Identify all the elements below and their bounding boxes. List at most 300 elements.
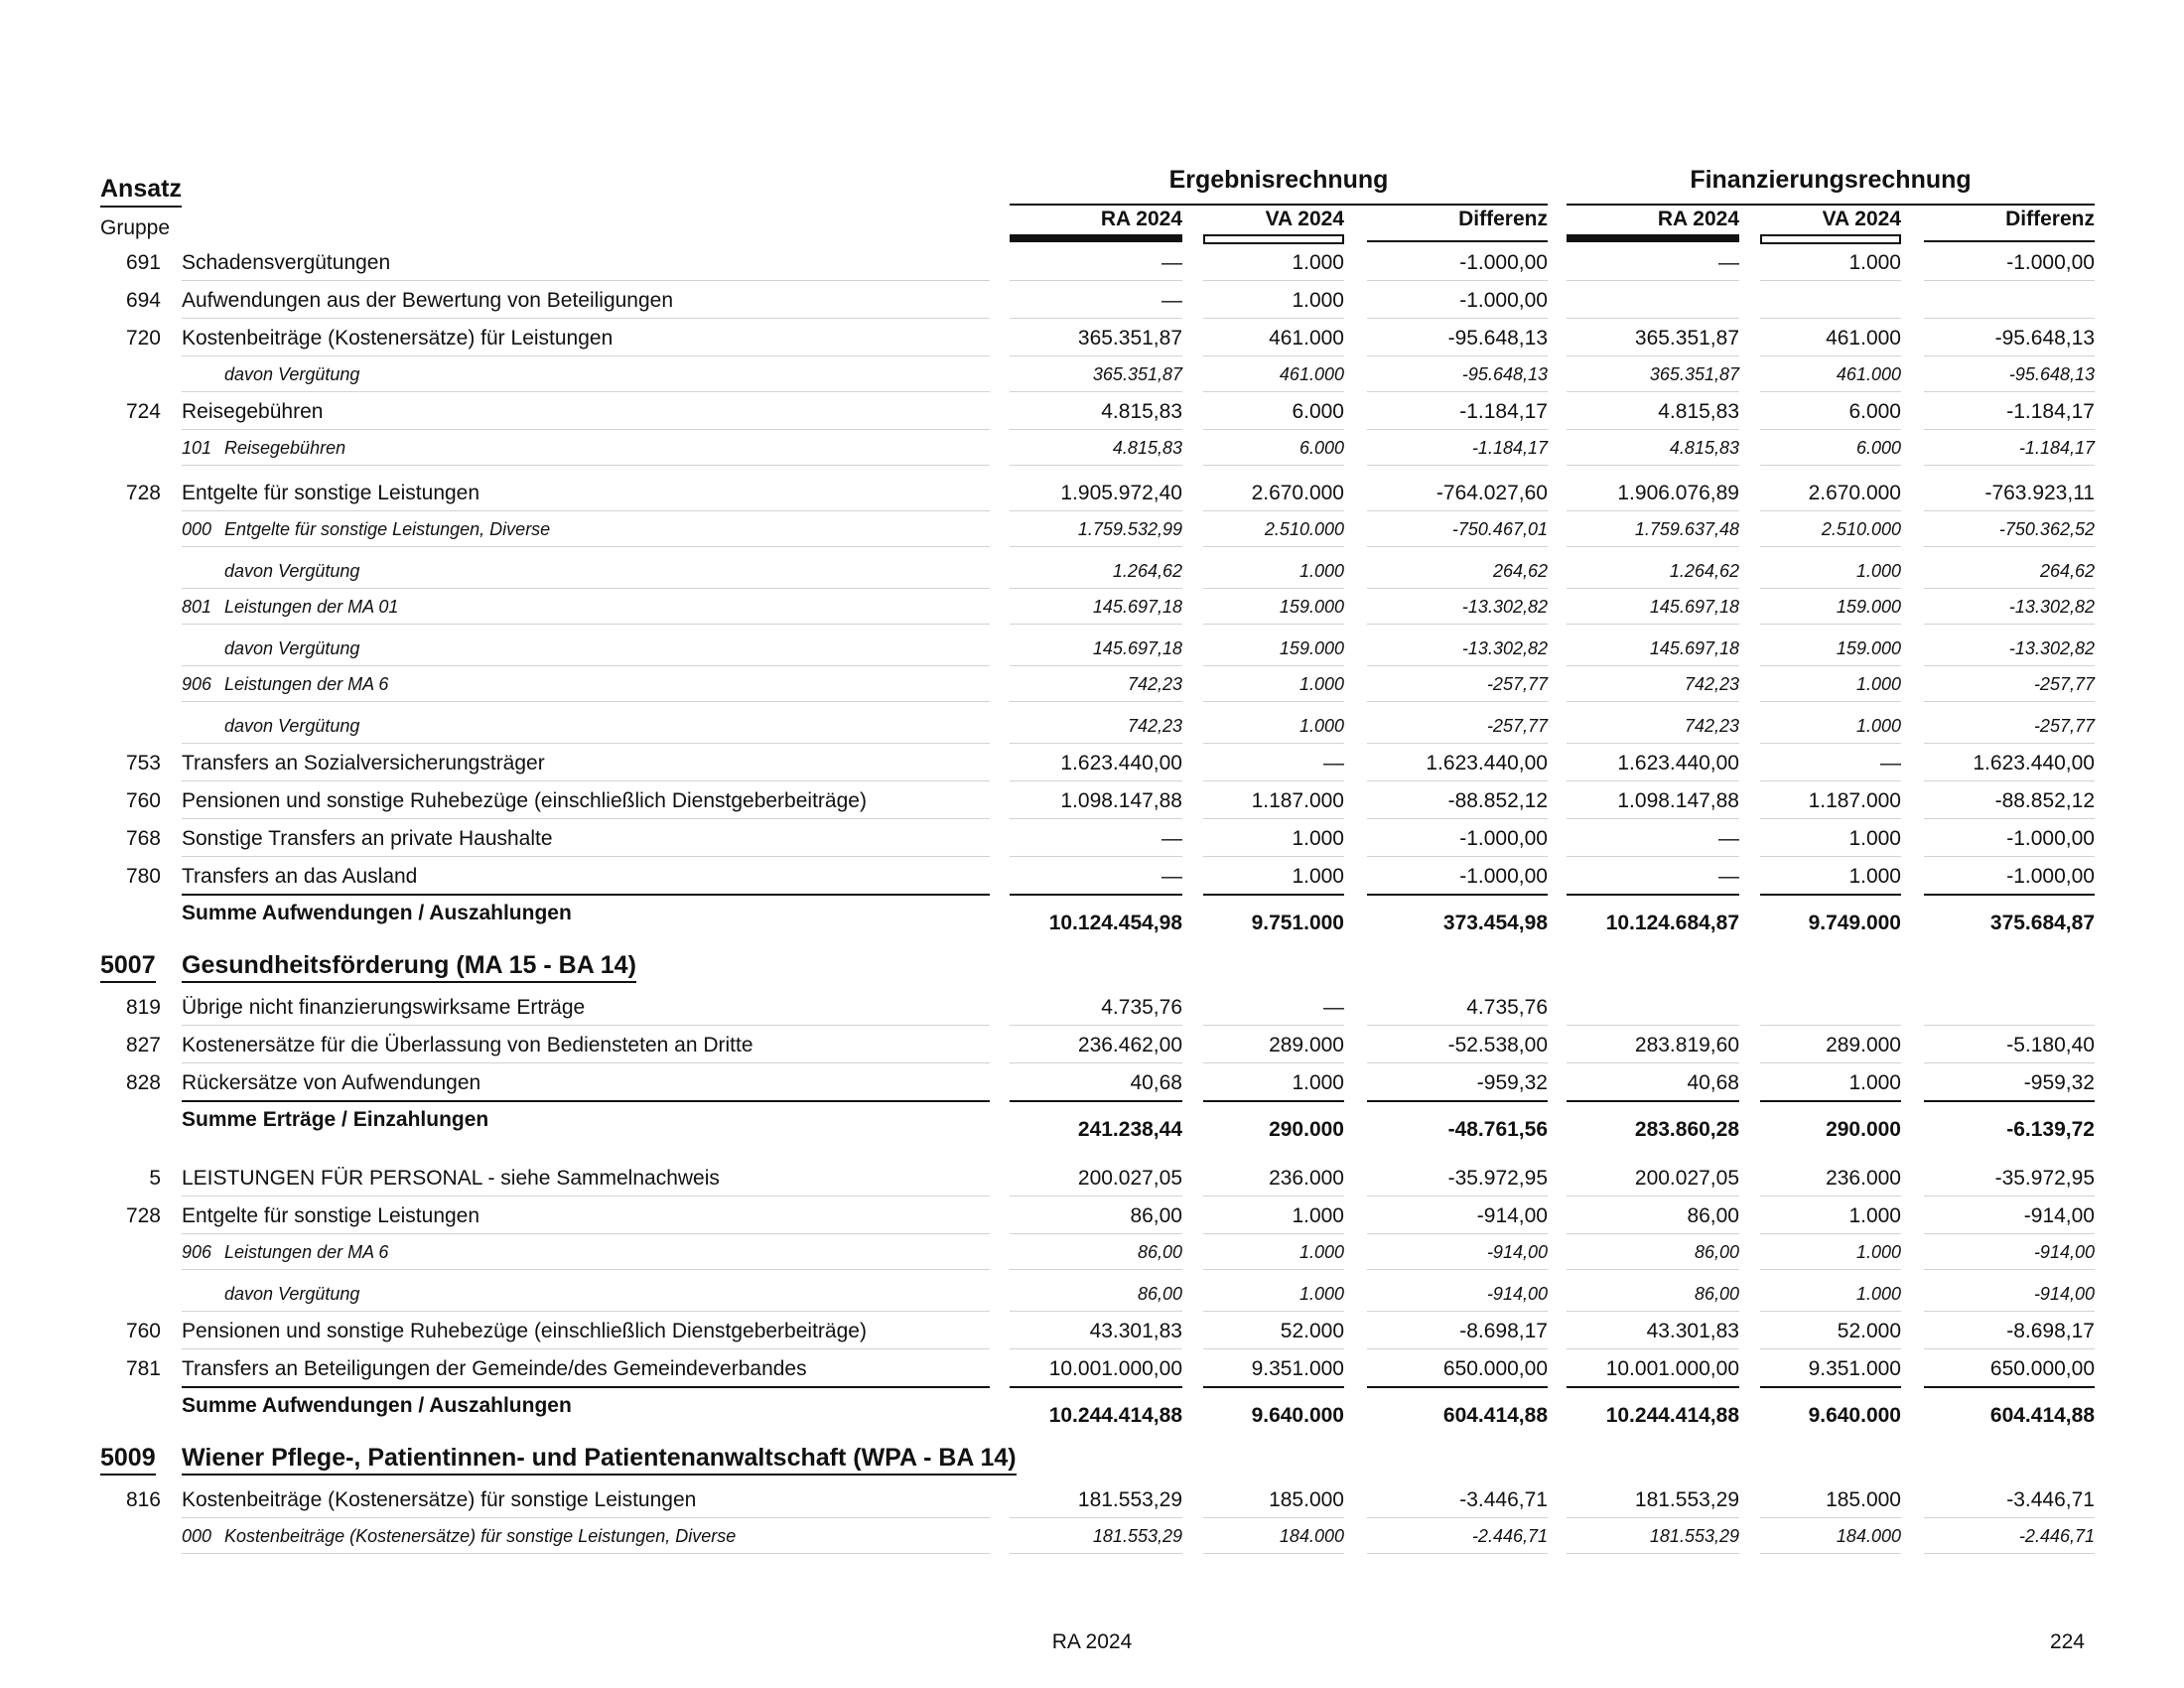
sub-code: 000 <box>182 1526 212 1546</box>
row-divider <box>1760 391 1901 392</box>
cell-er-ra: 236.462,00 <box>1077 1034 1182 1056</box>
footer-label: RA 2024 <box>1051 1630 1133 1653</box>
group-number: 781 <box>125 1357 161 1380</box>
cell-er-diff: -13.302,82 <box>1461 638 1548 658</box>
table-row <box>0 246 2184 284</box>
row-divider <box>1760 465 1901 466</box>
cell-fr-va: 1.000 <box>1855 716 1901 736</box>
cell-fr-ra: 742,23 <box>1684 674 1739 694</box>
row-divider <box>1367 1311 1548 1312</box>
row-divider <box>1010 355 1182 356</box>
row-divider <box>1567 818 1739 819</box>
cell-er-diff: -1.000,00 <box>1459 251 1548 274</box>
group-number: 728 <box>125 1204 161 1227</box>
col-header-fr-diff: Differenz <box>2005 208 2095 230</box>
row-label: Rückersätze von Aufwendungen <box>182 1071 481 1094</box>
row-divider <box>1367 1233 1548 1234</box>
cell-fr-va: 1.000 <box>1848 251 1901 274</box>
group-number: 724 <box>125 400 161 423</box>
cell-er-diff: -1.000,00 <box>1459 289 1548 312</box>
row-divider <box>1367 1025 1548 1026</box>
ergebnisrechnung-rule <box>1010 204 1548 206</box>
group-number: 753 <box>125 752 161 774</box>
cell-fr-va: 9.351.000 <box>1808 1357 1901 1380</box>
cell-fr-ra: 283.819,60 <box>1634 1034 1739 1056</box>
row-divider <box>1567 588 1739 589</box>
cell-er-ra: 10.124.454,98 <box>1048 912 1182 934</box>
cell-er-ra: 86,00 <box>1137 1242 1182 1262</box>
row-label: Kostenbeiträge (Kostenersätze) für Leistungen <box>182 327 614 350</box>
row-divider <box>182 818 990 819</box>
group-number: 816 <box>125 1488 161 1511</box>
cell-fr-diff: 375.684,87 <box>1989 912 2095 934</box>
row-divider <box>1760 1348 1901 1349</box>
row-divider <box>1760 510 1901 511</box>
row-divider <box>1203 1553 1344 1554</box>
row-divider <box>1924 701 2095 702</box>
cell-fr-va: 1.000 <box>1848 1071 1901 1094</box>
row-divider <box>1367 355 1548 356</box>
cell-fr-va: 461.000 <box>1836 364 1901 384</box>
table-row <box>0 359 2184 395</box>
cell-fr-va: 9.640.000 <box>1808 1404 1901 1427</box>
row-label: Kostenersätze für die Überlassung von Bediensteten an Dritte <box>182 1034 753 1056</box>
row-divider <box>1203 1062 1344 1063</box>
cell-er-va: 1.000 <box>1292 289 1344 312</box>
sub-code: 906 <box>182 1242 212 1262</box>
row-divider <box>1010 546 1182 547</box>
cell-fr-ra: 181.553,29 <box>1634 1488 1739 1511</box>
cell-fr-va: 1.187.000 <box>1808 789 1901 812</box>
table-row <box>0 514 2184 550</box>
row-divider <box>1760 1517 1901 1518</box>
row-divider <box>1924 780 2095 781</box>
row-divider <box>1010 1233 1182 1234</box>
cell-fr-ra: 283.860,28 <box>1634 1118 1739 1141</box>
cell-er-ra: — <box>1161 827 1182 850</box>
table-row <box>0 711 2184 747</box>
row-divider <box>1760 1269 1901 1270</box>
cell-fr-diff: -1.000,00 <box>2006 251 2095 274</box>
cell-fr-va: — <box>1880 752 1901 774</box>
row-divider <box>1924 355 2095 356</box>
subtotal-rule <box>1924 894 2095 896</box>
row-divider <box>1760 780 1901 781</box>
row-divider <box>1924 588 2095 589</box>
group-number: 720 <box>125 327 161 350</box>
row-divider <box>1010 1311 1182 1312</box>
cell-er-ra: 86,00 <box>1137 1284 1182 1304</box>
subtotal-rule <box>1760 894 1901 896</box>
row-label: Entgelte für sonstige Leistungen <box>182 1204 480 1227</box>
row-label: Aufwendungen aus der Bewertung von Beteiligungen <box>182 289 674 312</box>
cell-er-va: 1.000 <box>1298 716 1344 736</box>
row-divider <box>182 1269 990 1270</box>
cell-er-va: — <box>1323 752 1344 774</box>
cell-er-diff: -95.648,13 <box>1461 364 1548 384</box>
cell-fr-diff: -95.648,13 <box>2008 364 2095 384</box>
table-row <box>0 1352 2184 1390</box>
table-row <box>0 395 2184 433</box>
cell-er-va: 1.000 <box>1298 1242 1344 1262</box>
row-divider <box>1203 546 1344 547</box>
cell-er-va: — <box>1323 996 1344 1019</box>
row-divider <box>1010 818 1182 819</box>
va-column-marker <box>1760 234 1901 244</box>
cell-er-diff: -1.184,17 <box>1471 438 1548 458</box>
cell-er-ra: 145.697,18 <box>1092 638 1182 658</box>
cell-er-va: 9.640.000 <box>1251 1404 1344 1427</box>
row-divider <box>1203 818 1344 819</box>
cell-fr-diff: -914,00 <box>2033 1242 2095 1262</box>
cell-fr-ra: 10.124.684,87 <box>1605 912 1739 934</box>
row-divider <box>182 1517 990 1518</box>
row-divider <box>1203 510 1344 511</box>
subtotal-rule <box>182 894 990 896</box>
cell-er-va: 1.000 <box>1298 561 1344 581</box>
row-divider <box>1567 355 1739 356</box>
row-divider <box>1367 856 1548 857</box>
finanzierungsrechnung-heading: Finanzierungsrechnung <box>1690 166 1972 194</box>
table-row <box>0 860 2184 898</box>
section-heading <box>0 1442 2184 1481</box>
row-divider <box>1567 465 1739 466</box>
row-divider <box>1760 701 1901 702</box>
cell-er-va: 289.000 <box>1269 1034 1344 1056</box>
row-divider <box>1760 318 1901 319</box>
group-number: 780 <box>125 865 161 888</box>
cell-er-ra: 145.697,18 <box>1092 597 1182 617</box>
row-divider <box>1924 1348 2095 1349</box>
subtotal-rule <box>1203 1386 1344 1388</box>
row-label: Leistungen der MA 6 <box>224 1242 389 1262</box>
row-divider <box>1567 1348 1739 1349</box>
row-divider <box>1203 1348 1344 1349</box>
row-divider <box>182 355 990 356</box>
row-divider <box>1010 624 1182 625</box>
row-divider <box>1367 1517 1548 1518</box>
row-divider <box>182 429 990 430</box>
subtotal-rule <box>1010 1386 1182 1388</box>
row-divider <box>1010 665 1182 666</box>
row-divider <box>1760 1062 1901 1063</box>
row-divider <box>1760 818 1901 819</box>
group-number: 728 <box>125 482 161 504</box>
row-divider <box>1567 780 1739 781</box>
row-divider <box>1567 318 1739 319</box>
cell-er-ra: — <box>1161 865 1182 888</box>
row-divider <box>1010 318 1182 319</box>
cell-fr-va: 290.000 <box>1826 1118 1901 1141</box>
row-divider <box>1760 429 1901 430</box>
table-row <box>0 477 2184 514</box>
row-divider <box>182 856 990 857</box>
row-divider <box>1203 743 1344 744</box>
row-divider <box>1203 1025 1344 1026</box>
cell-er-va: 1.000 <box>1292 865 1344 888</box>
row-divider <box>1760 588 1901 589</box>
group-number: 827 <box>125 1034 161 1056</box>
cell-er-va: 6.000 <box>1292 400 1344 423</box>
cell-er-va: 159.000 <box>1279 597 1344 617</box>
table-row <box>0 1483 2184 1521</box>
cell-fr-ra: 200.027,05 <box>1634 1167 1739 1190</box>
cell-fr-ra: 365.351,87 <box>1634 327 1739 350</box>
cell-er-ra: 4.815,83 <box>1112 438 1182 458</box>
row-divider <box>1924 1517 2095 1518</box>
row-divider <box>1760 1311 1901 1312</box>
cell-fr-ra: 43.301,83 <box>1646 1320 1739 1342</box>
sub-code: 906 <box>182 674 212 694</box>
cell-fr-diff: -2.446,71 <box>2018 1526 2095 1546</box>
cell-fr-diff: -257,77 <box>2033 674 2095 694</box>
cell-er-ra: 742,23 <box>1127 716 1182 736</box>
cell-fr-ra: — <box>1718 251 1739 274</box>
cell-er-diff: -750.467,01 <box>1451 519 1548 539</box>
cell-fr-va: 159.000 <box>1836 638 1901 658</box>
row-label: Entgelte für sonstige Leistungen, Diverse <box>224 519 551 539</box>
subtotal-rule <box>1203 894 1344 896</box>
cell-fr-va: 6.000 <box>1848 400 1901 423</box>
row-divider <box>1924 624 2095 625</box>
cell-er-diff: -257,77 <box>1486 716 1548 736</box>
cell-fr-ra: 86,00 <box>1694 1284 1739 1304</box>
cell-er-ra: 43.301,83 <box>1089 1320 1182 1342</box>
cell-er-diff: -959,32 <box>1476 1071 1548 1094</box>
cell-er-diff: -35.972,95 <box>1447 1167 1548 1190</box>
row-divider <box>1924 280 2095 281</box>
row-divider <box>182 318 990 319</box>
row-label: Entgelte für sonstige Leistungen <box>182 482 480 504</box>
row-divider <box>1010 780 1182 781</box>
cell-er-diff: -8.698,17 <box>1459 1320 1548 1342</box>
cell-er-diff: -48.761,56 <box>1447 1118 1548 1141</box>
cell-er-va: 1.000 <box>1298 1284 1344 1304</box>
row-label: davon Vergütung <box>224 364 360 384</box>
row-divider <box>182 391 990 392</box>
cell-fr-diff: 264,62 <box>2039 561 2095 581</box>
ra-column-marker <box>1010 234 1182 242</box>
row-label: Summe Erträge / Einzahlungen <box>182 1108 489 1131</box>
cell-fr-diff: -1.184,17 <box>2006 400 2095 423</box>
row-divider <box>182 510 990 511</box>
row-divider <box>1367 818 1548 819</box>
subtotal-rule <box>1367 894 1548 896</box>
row-divider <box>1010 510 1182 511</box>
row-divider <box>1367 391 1548 392</box>
row-divider <box>1203 624 1344 625</box>
row-divider <box>1010 391 1182 392</box>
diff-column-marker <box>1367 240 1548 242</box>
row-divider <box>1203 1311 1344 1312</box>
cell-fr-diff: -750.362,52 <box>1998 519 2095 539</box>
row-divider <box>182 780 990 781</box>
row-divider <box>1203 665 1344 666</box>
cell-er-va: 159.000 <box>1279 638 1344 658</box>
cell-er-ra: 1.098.147,88 <box>1060 789 1182 812</box>
cell-fr-va: 184.000 <box>1836 1526 1901 1546</box>
row-divider <box>182 465 990 466</box>
row-label: Pensionen und sonstige Ruhebezüge (einschließlich Dienstgeberbeiträge) <box>182 1320 867 1342</box>
row-divider <box>1367 429 1548 430</box>
row-divider <box>1924 1233 2095 1234</box>
row-divider <box>1367 510 1548 511</box>
cell-er-ra: 365.351,87 <box>1077 327 1182 350</box>
row-divider <box>1010 1269 1182 1270</box>
gruppe-heading: Gruppe <box>100 216 171 239</box>
cell-er-va: 1.187.000 <box>1251 789 1344 812</box>
section-heading <box>0 949 2184 989</box>
ergebnisrechnung-heading: Ergebnisrechnung <box>1168 166 1389 194</box>
group-number: 694 <box>125 289 161 312</box>
row-label: Transfers an Sozialversicherungsträger <box>182 752 545 774</box>
subtotal-rule <box>1567 1386 1739 1388</box>
finanzierungsrechnung-rule <box>1567 204 2095 206</box>
subtotal-rule <box>1924 1100 2095 1102</box>
row-divider <box>182 1025 990 1026</box>
row-divider <box>1010 429 1182 430</box>
cell-fr-diff: 650.000,00 <box>1989 1357 2095 1380</box>
row-divider <box>1367 701 1548 702</box>
row-divider <box>1367 1348 1548 1349</box>
cell-er-ra: 181.553,29 <box>1092 1526 1182 1546</box>
cell-fr-ra: 1.264,62 <box>1669 561 1739 581</box>
row-divider <box>1760 743 1901 744</box>
cell-fr-ra: 145.697,18 <box>1649 638 1739 658</box>
row-divider <box>182 280 990 281</box>
row-divider <box>1010 1025 1182 1026</box>
cell-fr-ra: 1.623.440,00 <box>1617 752 1739 774</box>
cell-fr-ra: — <box>1718 865 1739 888</box>
cell-er-va: 1.000 <box>1292 827 1344 850</box>
table-row <box>0 669 2184 705</box>
row-divider <box>1760 355 1901 356</box>
cell-fr-ra: 181.553,29 <box>1649 1526 1739 1546</box>
cell-er-diff: -764.027,60 <box>1435 482 1548 504</box>
row-label: Summe Aufwendungen / Auszahlungen <box>182 1394 572 1417</box>
row-divider <box>1760 665 1901 666</box>
table-row <box>0 1029 2184 1066</box>
row-divider <box>1924 1311 2095 1312</box>
group-number: 819 <box>125 996 161 1019</box>
cell-er-diff: 650.000,00 <box>1442 1357 1548 1380</box>
row-divider <box>1924 391 2095 392</box>
group-number: 760 <box>125 1320 161 1342</box>
row-label: davon Vergütung <box>224 638 360 658</box>
cell-er-ra: 742,23 <box>1127 674 1182 694</box>
cell-fr-ra: 1.906.076,89 <box>1617 482 1739 504</box>
table-row <box>0 991 2184 1029</box>
row-label: Kostenbeiträge (Kostenersätze) für sonstige Leistungen, Diverse <box>224 1526 737 1546</box>
row-divider <box>1760 280 1901 281</box>
row-divider <box>1367 588 1548 589</box>
cell-er-va: 461.000 <box>1279 364 1344 384</box>
row-divider <box>1203 1517 1344 1518</box>
row-divider <box>1203 465 1344 466</box>
row-divider <box>1567 510 1739 511</box>
cell-er-ra: 4.735,76 <box>1101 996 1182 1019</box>
row-divider <box>1010 743 1182 744</box>
cell-er-diff: -88.852,12 <box>1447 789 1548 812</box>
row-divider <box>1924 665 2095 666</box>
row-divider <box>1367 1553 1548 1554</box>
cell-fr-ra: — <box>1718 827 1739 850</box>
cell-er-va: 52.000 <box>1280 1320 1344 1342</box>
row-divider <box>1367 280 1548 281</box>
cell-fr-va: 1.000 <box>1855 561 1901 581</box>
col-header-fr-va: VA 2024 <box>1822 208 1901 230</box>
row-divider <box>1924 510 2095 511</box>
cell-er-ra: 200.027,05 <box>1077 1167 1182 1190</box>
cell-er-ra: 365.351,87 <box>1092 364 1182 384</box>
row-divider <box>1567 1311 1739 1312</box>
table-row <box>0 747 2184 784</box>
row-label: Reisegebühren <box>182 400 324 423</box>
table-row <box>0 822 2184 860</box>
cell-fr-diff: -95.648,13 <box>1994 327 2095 350</box>
cell-er-va: 1.000 <box>1292 251 1344 274</box>
cell-fr-diff: 1.623.440,00 <box>1973 752 2095 774</box>
row-divider <box>1367 546 1548 547</box>
cell-fr-diff: -1.000,00 <box>2006 865 2095 888</box>
cell-fr-diff: -13.302,82 <box>2008 638 2095 658</box>
subtotal-rule <box>1567 894 1739 896</box>
table-row <box>0 1279 2184 1315</box>
cell-er-va: 184.000 <box>1279 1526 1344 1546</box>
cell-er-va: 1.000 <box>1292 1204 1344 1227</box>
cell-er-ra: 10.001.000,00 <box>1048 1357 1182 1380</box>
group-number: 760 <box>125 789 161 812</box>
cell-er-ra: 4.815,83 <box>1101 400 1182 423</box>
total-row <box>0 898 2184 947</box>
cell-er-ra: 10.244.414,88 <box>1048 1404 1182 1427</box>
table-row <box>0 1237 2184 1273</box>
cell-fr-diff: -257,77 <box>2033 716 2095 736</box>
cell-fr-ra: 10.244.414,88 <box>1605 1404 1739 1427</box>
cell-er-va: 9.751.000 <box>1251 912 1344 934</box>
table-row <box>0 1315 2184 1352</box>
sub-code: 000 <box>182 519 212 539</box>
cell-er-ra: — <box>1161 289 1182 312</box>
cell-er-diff: -2.446,71 <box>1471 1526 1548 1546</box>
row-divider <box>182 665 990 666</box>
row-divider <box>1367 318 1548 319</box>
cell-er-va: 185.000 <box>1269 1488 1344 1511</box>
row-divider <box>1760 624 1901 625</box>
row-divider <box>1367 780 1548 781</box>
row-divider <box>1567 1269 1739 1270</box>
table-row <box>0 556 2184 592</box>
col-header-er-va: VA 2024 <box>1265 208 1344 230</box>
cell-er-ra: 181.553,29 <box>1077 1488 1182 1511</box>
row-divider <box>1010 701 1182 702</box>
cell-fr-diff: -3.446,71 <box>2006 1488 2095 1511</box>
row-label: Reisegebühren <box>224 438 346 458</box>
cell-fr-va: 159.000 <box>1836 597 1901 617</box>
cell-er-va: 290.000 <box>1269 1118 1344 1141</box>
row-divider <box>182 1348 990 1349</box>
va-column-marker <box>1203 234 1344 244</box>
row-divider <box>1567 391 1739 392</box>
cell-fr-diff: -13.302,82 <box>2008 597 2095 617</box>
row-label: Transfers an das Ausland <box>182 865 418 888</box>
cell-er-diff: 264,62 <box>1492 561 1548 581</box>
subtotal-rule <box>1760 1100 1901 1102</box>
row-divider <box>1567 1553 1739 1554</box>
cell-fr-ra: 86,00 <box>1694 1242 1739 1262</box>
row-divider <box>1367 465 1548 466</box>
cell-fr-va: 1.000 <box>1848 827 1901 850</box>
